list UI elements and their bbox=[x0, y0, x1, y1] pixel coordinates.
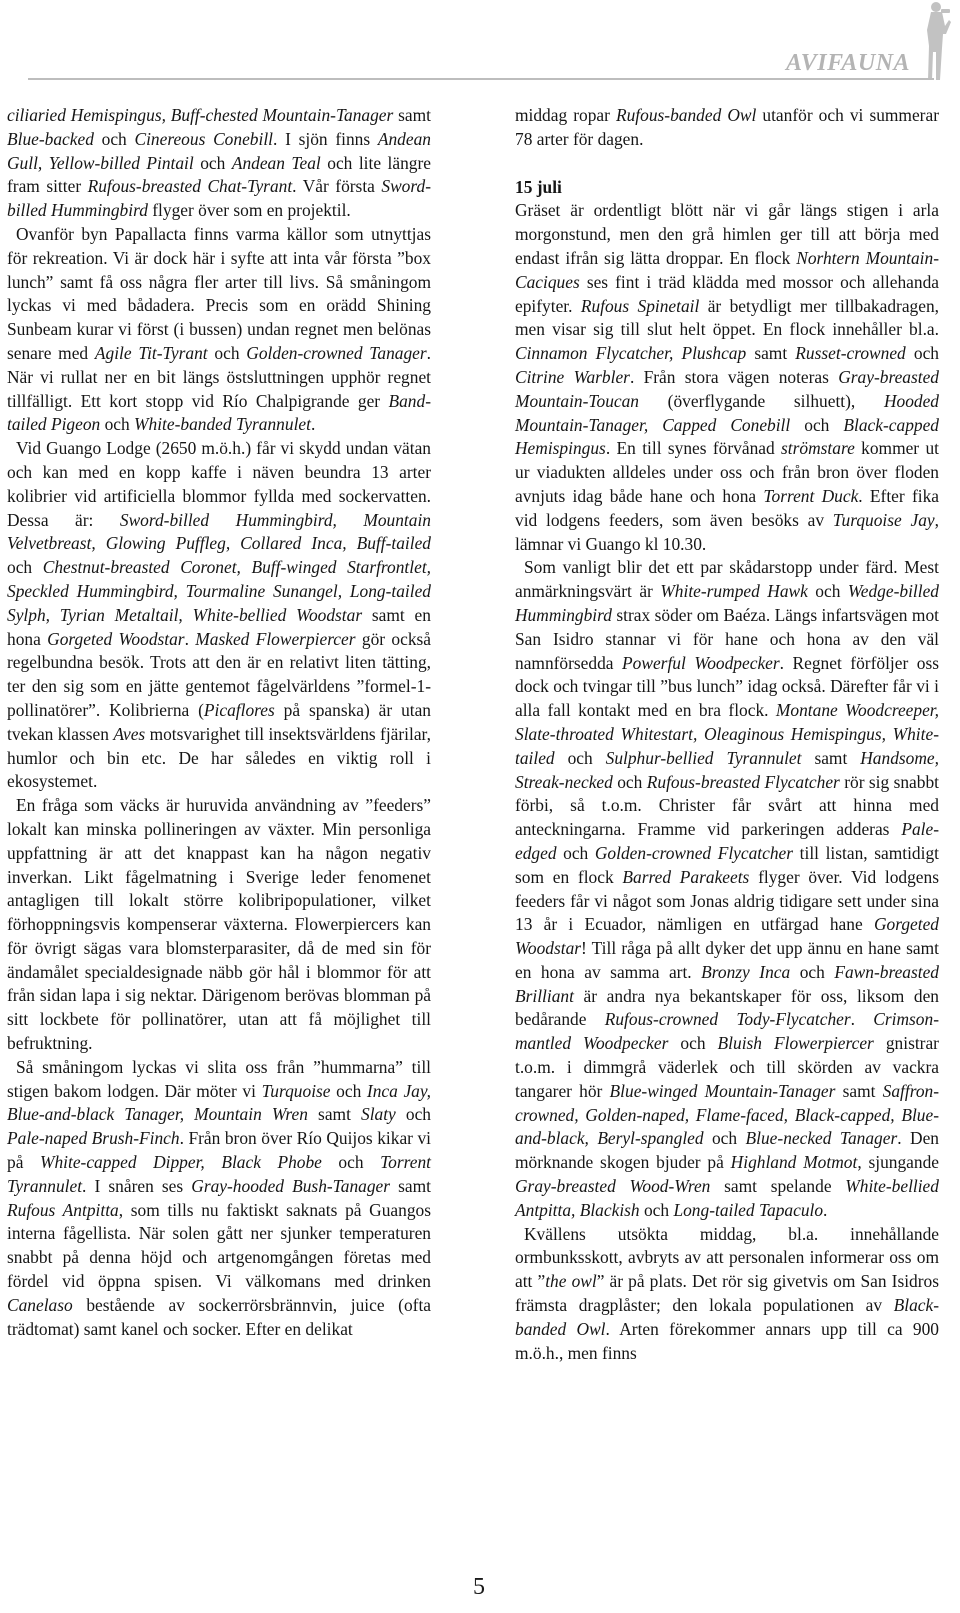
left-text-column bbox=[7, 104, 431, 1341]
species-name: Andean Gull, Yellow-billed Pintail bbox=[7, 128, 431, 173]
text-run: och bbox=[193, 152, 232, 173]
text-run: och bbox=[790, 961, 835, 982]
species-name: Long-tailed Tapaculo bbox=[673, 1199, 824, 1220]
species-name: White-capped Dipper, Black Phobe bbox=[39, 1152, 322, 1173]
text-run: Vid Guango Lodge (2650 m.ö.h.) får vi skydd undan vätan och kan med en kopp kaffe i näven beundra 13 arter kolibrier vid artificiella blommor fyllda med sockervatten. Dessa är: bbox=[7, 438, 431, 530]
species-name: Gray-breasted Mountain-Toucan bbox=[515, 366, 939, 411]
species-name: Crimson-mantled Woodpecker bbox=[515, 1009, 939, 1054]
text-run: . En till synes förvånad bbox=[605, 438, 782, 459]
species-name: Rufous-banded Owl bbox=[615, 105, 757, 125]
species-name: Rufous-crowned Tody-Flycatcher bbox=[604, 1009, 851, 1030]
species-name: Inca Jay, Blue-and-black Tanager, Mountain Wren bbox=[7, 1080, 431, 1125]
text-run: flyger över. Vid lodgens feeders får vi något som Jonas aldrig tidigare sett under sina 13 år i Ecuador, nämligen en utfärgad hane bbox=[515, 866, 939, 935]
text-run: gnistrar t.o.m. i dimmgrå väderlek och till skörden av vackra tangarer hör bbox=[515, 1033, 939, 1101]
text-run: samt bbox=[835, 1080, 883, 1101]
species-name: Pale-naped Brush-Finch bbox=[7, 1128, 180, 1149]
species-name: Rufous Antpitta bbox=[7, 1199, 119, 1220]
text-run: . bbox=[850, 1009, 874, 1030]
text-run: . I snåren ses bbox=[82, 1175, 192, 1196]
species-name: Torrent Tyrannulet bbox=[7, 1152, 431, 1196]
text-run: gör också regelbundna besök. Trots att den är en relativt liten tätting, ter den sig som en jätte gentemot fågelvärldens ”formel-1-pollinatörer”. Kolibrierna ( bbox=[7, 628, 431, 720]
species-name: Picaflores bbox=[203, 699, 275, 720]
text-run: och lite längre fram sitter bbox=[7, 152, 431, 197]
species-name: Canelaso bbox=[7, 1294, 73, 1315]
text-run: rör sig snabbt förbi, så t.o.m. Christer får svårt att hinna med anteckningarna. Framme vid parkeringen adderas bbox=[515, 771, 939, 840]
paragraph bbox=[7, 437, 431, 794]
text-run: samt bbox=[801, 747, 861, 768]
paragraph bbox=[515, 556, 939, 1222]
text-run: och bbox=[100, 414, 135, 435]
avifauna-logo: AVIFAUNA bbox=[786, 50, 911, 76]
species-name: Black-banded Owl bbox=[515, 1295, 939, 1339]
species-name: Sword-billed Hummingbird, Mountain Velvetbreast, Glowing Puffleg, Collared Inca, Buff-tailed bbox=[7, 509, 431, 554]
text-run: , som tills nu faktiskt saknats på Guangos interna fågellista. När solen gått ner sjunker temperaturen snabbt på denna höjd och artgenomgången företas med fördel vid öppna spisen. Vi välkomans med drinken bbox=[7, 1199, 431, 1292]
species-name: Handsome, Streak-necked bbox=[515, 747, 939, 792]
species-name: Turquoise Jay bbox=[832, 509, 935, 530]
text-run: Kvällens utsökta middag, bl.a. innehållande ormbunksskott, avbryts av att personalen informerar oss om att ” bbox=[515, 1223, 939, 1292]
text-run: , lämnar vi Guango kl 10.30. bbox=[515, 509, 939, 554]
species-name: Torrent Duck bbox=[763, 485, 859, 506]
species-name: Blue-backed bbox=[7, 128, 94, 149]
text-run: . När vi rullat ner en bit längs östsluttningen upphör regnet tillfälligt. Ett kort stopp vid Río Chalpigrande ger bbox=[7, 342, 431, 411]
text-run: motsvarighet till insektsvärldens fjärilar, humlor och bin etc. De har således en viktig roll i ekosystemet. bbox=[7, 723, 431, 792]
species-name: Rufous-breasted Flycatcher bbox=[646, 771, 840, 792]
text-run: . bbox=[310, 414, 316, 435]
species-name: Montane Woodcreeper, Slate-throated Whitestart, Oleaginous Hemispingus, White-tailed bbox=[515, 700, 939, 768]
text-run: och bbox=[207, 342, 247, 363]
text-run: samt bbox=[390, 1175, 431, 1196]
page-header bbox=[0, 0, 960, 90]
text-run: flyger över som en projektil. bbox=[147, 200, 351, 221]
species-name: Sword-billed Hummingbird bbox=[7, 176, 431, 221]
text-run: utanför och vi summerar 78 arter för dagen. bbox=[515, 105, 939, 149]
right-text-column bbox=[515, 104, 939, 1365]
paragraph bbox=[515, 199, 939, 556]
text-run: . Arten förekommer annars upp till ca 900 m.ö.h., men finns bbox=[515, 1318, 939, 1363]
species-name: the owl bbox=[545, 1271, 597, 1292]
species-name: White-banded Tyrannulet bbox=[134, 414, 311, 435]
species-name: Hooded Mountain-Tanager, Capped Conebill bbox=[515, 390, 939, 435]
text-run: Som vanligt blir det ett par skådarstopp under färd. Mest anmärkningsvärt är bbox=[515, 557, 939, 602]
species-name: Sulphur-bellied Tyrannulet bbox=[605, 747, 802, 768]
text-run: . bbox=[823, 1199, 828, 1220]
text-run: och bbox=[639, 1199, 674, 1220]
text-run: och bbox=[668, 1033, 718, 1054]
species-name: Golden-crowned Tanager bbox=[246, 342, 427, 363]
text-run: En fråga som väcks är huruvida användning av ”feeders” lokalt kan minska pollineringen av växter. Min personliga uppfattning är att det knappast kan ha någon negativ inverkan. Likt fågelmatning i Sverige leder fenomenet antagligen till lokalt större kolibripopulationer, vilket förhoppningsvis kompenserar växterna. Flowerpiercers kan för övrigt sägas vara blomsterparasiter, då de med sin för ändamålet specialdesignade näbb gör hål i blommor för att från sidan lapa i sig nektar. Därigenom berövas blomman på sitt lockbete för pollinatörer, utan att få möjlighet till befruktning. bbox=[7, 795, 431, 1054]
species-name: Barred Parakeets bbox=[622, 866, 750, 887]
text-run: . Från stora vägen noteras bbox=[629, 366, 839, 387]
species-name: Black-capped Hemispingus bbox=[515, 414, 940, 459]
species-name: Gorgeted Woodstar bbox=[515, 914, 939, 959]
text-run: ses fint i träd klädda med mossor och allehanda epifyter. bbox=[515, 271, 939, 316]
text-run: och bbox=[905, 343, 939, 364]
species-name: Aves bbox=[113, 723, 146, 744]
species-name: Citrine Warbler bbox=[515, 366, 630, 387]
text-run: ! Till råga på allt dyker det upp ännu en hane samt en hona av samma art. bbox=[515, 938, 939, 982]
text-run: och bbox=[807, 581, 848, 602]
text-run: till listan, samtidigt som en flock bbox=[515, 842, 939, 887]
species-name: Cinereous Conebill bbox=[134, 128, 273, 149]
species-name: Agile Tit-Tyrant bbox=[94, 342, 208, 363]
bird-watcher-silhouette-icon bbox=[918, 0, 952, 82]
species-name: Russet-crowned bbox=[795, 343, 906, 364]
species-name: Blue-winged Mountain-Tanager bbox=[609, 1080, 836, 1101]
species-name: Golden-crowned Flycatcher bbox=[594, 842, 794, 863]
species-name: Norhtern Mountain-Caciques bbox=[515, 247, 939, 292]
text-run: och bbox=[321, 1152, 381, 1173]
text-run: är betydligt mer tillbakadragen, men visar sig till slut helt öppet. En flock innehåller bl.a. bbox=[515, 295, 939, 340]
species-name: Pale-edged bbox=[515, 819, 939, 863]
text-run: bestående av sockerrörsbrännvin, juice (ofta trädtomat) samt kanel och socker. Efter en delikat bbox=[7, 1294, 431, 1339]
text-run: , sjungande bbox=[857, 1152, 940, 1173]
text-run: . Från bron över Río Quijos kikar vi på bbox=[7, 1128, 431, 1173]
text-run: . I sjön finns bbox=[272, 128, 378, 149]
species-name: Gorgeted Woodstar bbox=[47, 628, 185, 649]
text-run: . Regnet förföljer oss dock och tvingar till ”bus lunch” idag också. Därefter får vi i alla fall kontakt med en bra flock. bbox=[515, 652, 939, 721]
text-run: samt bbox=[746, 343, 796, 364]
species-name: Saffron-crowned, Golden-naped, Flame-faced, Black-capped, Blue-and-black, Beryl-spangled bbox=[515, 1080, 939, 1149]
text-run: strax söder om Baéza. Längs infartsvägen mot San Isidro stannar vi för hane och hona av den väl namnförsedda bbox=[515, 604, 939, 673]
text-run: och bbox=[93, 128, 135, 149]
species-name: Cinnamon Flycatcher, Plushcap bbox=[515, 343, 747, 364]
text-run: Gräset är ordentligt blött när vi går längs stigen i arla morgonstund, men den grå himlen ger till att börja med endast ifrån sig lätta droppar. En flock bbox=[515, 200, 939, 268]
species-name: Bluish Flowerpiercer bbox=[717, 1033, 874, 1054]
text-run: middag ropar bbox=[515, 105, 616, 125]
species-name: Rufous-breasted Chat-Tyrant bbox=[87, 176, 293, 197]
text-run: och bbox=[7, 557, 43, 578]
species-name: Rufous Spinetail bbox=[580, 295, 700, 316]
text-run: och bbox=[395, 1104, 431, 1125]
text-run: samt en hona bbox=[7, 604, 431, 649]
date-heading: 15 juli bbox=[515, 176, 562, 197]
species-name: Andean Teal bbox=[231, 152, 321, 173]
paragraph bbox=[515, 104, 939, 152]
text-run: (överflygande silhuett), bbox=[639, 390, 884, 411]
text-run: och bbox=[556, 842, 595, 863]
paragraph bbox=[7, 223, 431, 437]
page-number: 5 bbox=[473, 1574, 485, 1600]
text-run: är andra nya bekantskaper för oss, liksom den bedårande bbox=[515, 985, 939, 1030]
text-run: på spanska) är utan tvekan klassen bbox=[7, 699, 432, 744]
text-run: . Efter fika vid lodgens feeders, som även besöks av bbox=[515, 485, 939, 530]
text-run: Ovanför byn Papallacta finns varma källor som utnyttjas för rekreation. Vi är dock här i syfte att inta vår första ”box lunch” samt få oss några fler arter till livs. Så småningom lyckas vi med bådadera. Precis som en orädd Shining Sunbeam kurar vi först (i bussen) undan regnet men belönas senare med bbox=[7, 223, 431, 363]
species-name: Chestnut-breasted Coronet, Buff-winged Starfrontlet, Speckled Hummingbird, Tourmaline Sunangel, Long-tailed Sylph, Tyrian Metaltail, White-bellied Woodstar bbox=[7, 557, 431, 625]
header-divider bbox=[28, 78, 934, 80]
species-name: Wedge-billed Hummingbird bbox=[515, 581, 939, 625]
text-run: Så småningom lyckas vi slita oss från ”hummarna” till stigen bakom lodgen. Där möter vi bbox=[7, 1056, 431, 1101]
text-run: och bbox=[612, 771, 647, 792]
text-run: kommer ut ur viadukten alldeles under oss och från bron över floden avnjuts idag både hane och hona bbox=[515, 438, 939, 506]
paragraph bbox=[515, 1223, 939, 1366]
text-run: samt spelande bbox=[710, 1176, 846, 1197]
text-run: ” är på plats. Det rör sig givetvis om San Isidros främsta dragplåster; den lokala populationen av bbox=[515, 1271, 939, 1316]
paragraph bbox=[7, 1056, 431, 1342]
species-name: Slaty bbox=[361, 1104, 396, 1125]
species-name: Gray-breasted Wood-Wren bbox=[515, 1176, 711, 1197]
text-run: . Vår första bbox=[292, 176, 382, 197]
species-name: White-bellied Antpitta, Blackish bbox=[515, 1176, 939, 1220]
species-name: Masked Flowerpiercer bbox=[195, 628, 356, 649]
paragraph bbox=[7, 104, 431, 223]
text-run: och bbox=[554, 747, 606, 768]
text-run: och bbox=[330, 1080, 367, 1101]
species-name: Powerful Woodpecker bbox=[622, 652, 780, 673]
paragraph bbox=[7, 794, 431, 1056]
text-run: . Den mörknande skogen bjuder på bbox=[515, 1128, 939, 1173]
species-name: Blue-necked Tanager bbox=[745, 1128, 898, 1149]
species-name: Highland Motmot bbox=[730, 1152, 858, 1173]
text-run: och bbox=[703, 1128, 746, 1149]
text-run: samt bbox=[393, 105, 432, 125]
text-run: samt bbox=[307, 1104, 361, 1125]
species-name: Fawn-breasted Brilliant bbox=[515, 961, 939, 1006]
species-name: Bronzy Inca bbox=[701, 961, 791, 982]
species-name: ciliaried Hemispingus, Buff-chested Mountain-Tanager bbox=[7, 105, 394, 125]
species-name: Band-tailed Pigeon bbox=[7, 390, 431, 435]
species-name: Gray-hooded Bush-Tanager bbox=[191, 1175, 391, 1196]
species-name: White-rumped Hawk bbox=[660, 581, 808, 602]
text-run: . bbox=[184, 628, 196, 649]
text-run: och bbox=[790, 414, 844, 435]
species-name: strömstare bbox=[781, 438, 855, 459]
species-name: Turquoise bbox=[261, 1080, 331, 1101]
